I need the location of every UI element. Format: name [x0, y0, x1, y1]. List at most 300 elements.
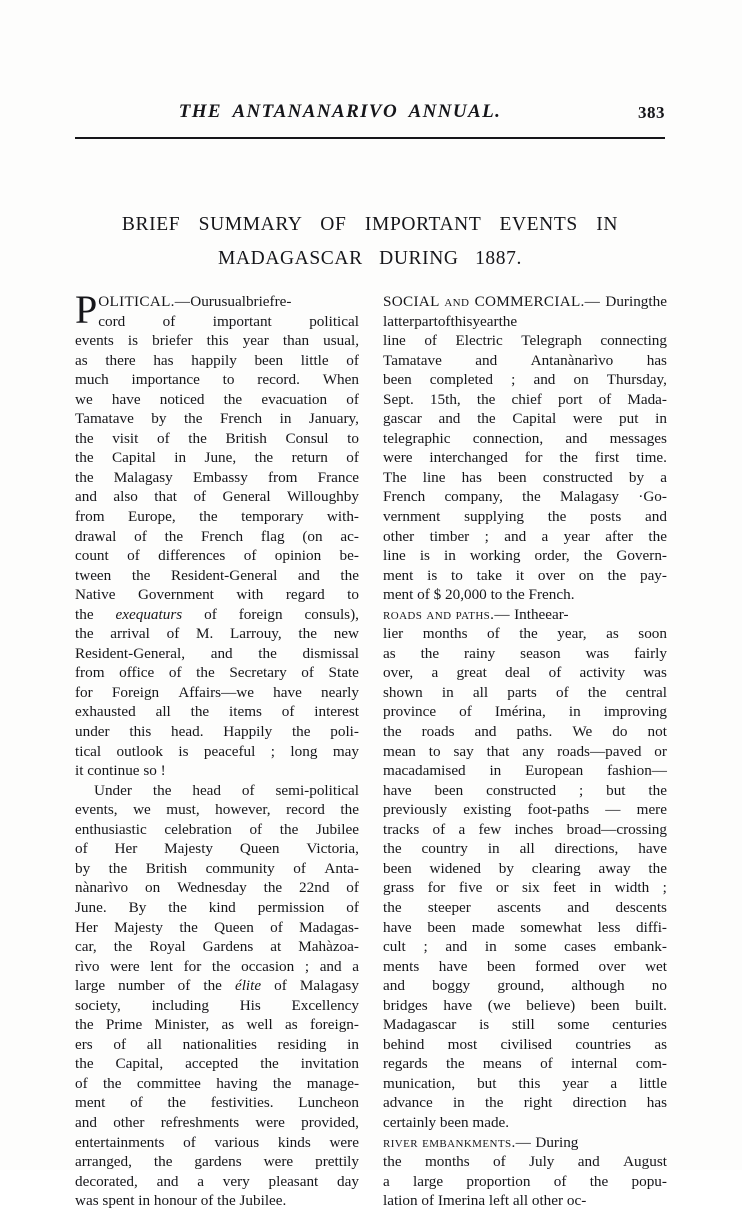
word: foreign — [238, 605, 283, 623]
word: and — [156, 1172, 179, 1190]
word: on — [145, 879, 161, 897]
two-column-body — [75, 287, 667, 1210]
word: of — [243, 547, 257, 565]
word: political — [309, 312, 359, 330]
word: residing — [277, 1035, 327, 1053]
word: order, — [534, 547, 570, 565]
word: and — [75, 488, 97, 506]
word: the — [559, 449, 578, 467]
word: in — [347, 1035, 359, 1053]
word: interchanged — [429, 449, 508, 467]
word: centuries — [612, 1016, 667, 1034]
word: Happily — [223, 723, 273, 741]
word: nearly — [321, 683, 359, 701]
word: occasion — [241, 957, 295, 975]
word: Malagasy — [559, 488, 620, 506]
word: width — [614, 879, 650, 897]
word: been — [254, 351, 284, 369]
text-line — [75, 683, 359, 703]
word: the — [108, 859, 128, 877]
word: Madagascar — [383, 1016, 457, 1034]
word: of — [270, 918, 283, 936]
word: refreshments — [160, 1113, 240, 1131]
text-line — [383, 976, 667, 996]
word: of — [113, 1035, 127, 1053]
word: munication, — [383, 1074, 456, 1092]
word: ac- — [340, 527, 359, 545]
word: the — [383, 1153, 402, 1171]
word: also — [113, 488, 138, 506]
text-line — [75, 742, 359, 762]
word: and — [475, 351, 498, 369]
word: of — [274, 977, 287, 995]
word: Government — [137, 586, 214, 604]
word: celebration — [164, 820, 232, 838]
word: events, — [75, 801, 118, 819]
word: of — [487, 625, 500, 643]
word: is — [178, 742, 189, 760]
word: we — [75, 390, 93, 408]
word: in — [487, 840, 500, 858]
word: office — [119, 664, 155, 682]
word: — — [605, 801, 621, 819]
word: June, — [204, 449, 237, 467]
word: clearing — [531, 859, 581, 877]
word: from — [267, 468, 298, 486]
word: British — [145, 859, 188, 877]
text-line — [75, 878, 359, 898]
word: somewhat — [520, 918, 582, 936]
word: the — [153, 1153, 173, 1171]
word: over — [537, 566, 565, 584]
word: the — [190, 703, 210, 721]
word: opinion — [274, 547, 322, 565]
text-line — [383, 937, 667, 957]
word: In — [514, 605, 527, 623]
word: been — [383, 859, 412, 877]
word: usual, — [323, 332, 359, 350]
word: of — [183, 1133, 196, 1151]
word: the — [75, 429, 94, 447]
word: the — [183, 410, 203, 428]
page-number-value: 383 — [638, 103, 665, 122]
word: Anta- — [324, 859, 359, 877]
word: a — [352, 957, 359, 975]
word: head — [192, 781, 222, 799]
text-line — [75, 918, 359, 938]
word: posts — [590, 508, 622, 526]
paragraph-river-embankments — [383, 1133, 667, 1211]
word: record — [286, 801, 325, 819]
word: inches — [514, 820, 554, 838]
word: the — [340, 566, 359, 584]
word: the — [420, 644, 440, 662]
word: in — [568, 703, 581, 721]
word: supplying — [464, 508, 525, 526]
word: is — [427, 566, 438, 584]
word: proportion — [466, 1172, 531, 1190]
word: Electric — [455, 332, 503, 350]
word: the — [519, 625, 538, 643]
word: of — [130, 1094, 143, 1112]
word: the — [131, 566, 151, 584]
paragraph-jubilee — [75, 781, 359, 1211]
text-line — [383, 370, 667, 390]
text-line: ment of $ 20,000 to the French. — [383, 586, 575, 604]
word: directions, — [554, 840, 619, 858]
word: the — [587, 683, 607, 701]
word: in — [489, 762, 502, 780]
text-line: During — [535, 1133, 579, 1151]
word: do — [612, 723, 628, 741]
word: of — [548, 664, 562, 682]
word: the — [522, 488, 541, 506]
text-line — [383, 1152, 667, 1172]
text-line — [383, 546, 667, 566]
text-line — [75, 585, 359, 605]
word: new — [333, 625, 359, 643]
word: regard — [285, 586, 325, 604]
word: Tamatave — [383, 351, 442, 369]
word: ; — [511, 371, 516, 389]
word: less — [597, 918, 621, 936]
word: fairly — [634, 644, 667, 662]
word: year — [472, 312, 499, 330]
word: this — [206, 332, 229, 350]
word: steeper — [427, 898, 471, 916]
word: been — [497, 468, 527, 486]
word: 22nd — [299, 879, 330, 897]
word: may — [332, 742, 359, 760]
word: gardens — [194, 1153, 242, 1171]
paragraph-roads-paths — [383, 605, 667, 1133]
word: of — [281, 703, 295, 721]
word: French — [383, 488, 426, 506]
text-line — [75, 702, 359, 722]
word: away — [598, 859, 631, 877]
word: for — [75, 683, 93, 701]
word: line — [383, 332, 406, 350]
word: peaceful — [203, 742, 256, 760]
text-line — [383, 683, 667, 703]
word: During — [605, 293, 649, 310]
word: various — [214, 1133, 260, 1151]
word: Sept. — [383, 390, 414, 408]
word: a — [458, 820, 466, 838]
text-line — [75, 566, 359, 586]
word: as — [221, 1016, 235, 1034]
text-line — [383, 1035, 667, 1055]
text-line — [383, 1015, 667, 1035]
word: accepted — [185, 1055, 239, 1073]
word: few — [478, 820, 502, 838]
word: as — [285, 1016, 298, 1034]
text-line: certainly been made. — [383, 1113, 510, 1131]
word: the — [188, 429, 207, 447]
text-line — [75, 605, 359, 625]
text-line — [75, 781, 359, 801]
text-line — [383, 820, 667, 840]
article-title-line-1: BRIEF SUMMARY OF IMPORTANT EVENTS IN — [121, 214, 619, 235]
text-line — [383, 1172, 667, 1192]
word: vernment — [383, 508, 441, 526]
word: return — [291, 449, 328, 467]
drop-cap-letter: P — [75, 287, 98, 332]
paragraph-political — [75, 287, 359, 781]
word: Gardens — [202, 938, 254, 956]
word: countries — [575, 1035, 632, 1053]
word: Capital — [111, 449, 156, 467]
word: a — [541, 527, 549, 545]
word: and — [577, 1153, 600, 1171]
word: completed — [429, 371, 494, 389]
word: of — [75, 840, 88, 858]
heading-word-paths: paths.— — [455, 605, 510, 623]
word: is — [419, 547, 430, 565]
word: no — [651, 977, 667, 995]
heading-word-and: and — [444, 293, 470, 310]
word: behind — [383, 1035, 425, 1053]
word: the — [164, 527, 184, 545]
word: Antanànarìvo — [530, 351, 614, 369]
word: rìvo — [75, 957, 100, 975]
word: January, — [308, 410, 359, 428]
word: We — [572, 723, 593, 741]
word: ; — [578, 781, 584, 799]
word: Malagasy — [113, 468, 173, 486]
word: of — [432, 820, 446, 838]
text-line — [383, 859, 667, 879]
word: constructed — [486, 781, 557, 799]
word: Excellency — [291, 996, 359, 1014]
word: having — [216, 1074, 258, 1092]
text-line — [75, 624, 359, 644]
text-line — [383, 663, 667, 683]
word: number — [118, 977, 165, 995]
word: province — [383, 703, 437, 721]
word: Embassy — [192, 468, 248, 486]
word: cult — [383, 938, 406, 956]
word: flag — [260, 527, 285, 545]
word: been — [383, 371, 412, 389]
text-line — [75, 859, 359, 879]
word: Jubilee — [315, 820, 359, 838]
text-line — [383, 1054, 667, 1074]
text-line — [75, 800, 359, 820]
word: ment — [383, 566, 414, 584]
word: has — [153, 351, 174, 369]
text-line — [75, 722, 359, 742]
word: rainy — [464, 644, 496, 662]
word: have — [443, 996, 473, 1014]
word: as — [75, 351, 88, 369]
text-line — [383, 390, 667, 410]
word: invitation — [300, 1055, 359, 1073]
word: other — [113, 1113, 145, 1131]
word: all — [146, 1035, 162, 1053]
word: by — [151, 410, 167, 428]
word: ; — [662, 879, 667, 897]
word: and — [645, 508, 667, 526]
word: activity — [579, 664, 626, 682]
word: committee — [136, 1074, 201, 1092]
word: Larrouy, — [229, 625, 282, 643]
word: has — [646, 1094, 667, 1112]
word: provided, — [301, 1113, 359, 1131]
word: the — [263, 879, 283, 897]
text-line — [75, 1015, 359, 1035]
word: events — [75, 332, 114, 350]
word: the — [260, 1055, 279, 1073]
word: in — [441, 683, 454, 701]
word: Under — [94, 781, 132, 799]
word: pay- — [639, 566, 667, 584]
word: to — [347, 429, 359, 447]
word: the — [498, 312, 518, 330]
word: fashion— — [607, 762, 667, 780]
word: of — [346, 898, 359, 916]
word: ground, — [497, 977, 545, 995]
section-heading-river-embankments — [383, 1134, 535, 1151]
heading-word-roads: roads — [383, 605, 423, 623]
word: has — [461, 468, 482, 486]
word: car, — [75, 938, 97, 956]
word: of — [241, 781, 255, 799]
word: brief — [245, 293, 275, 310]
word: of — [127, 547, 140, 565]
text-line — [383, 996, 667, 1016]
word: élite — [234, 977, 262, 995]
word: in — [589, 879, 602, 897]
word: visit — [112, 429, 139, 447]
word: have — [383, 918, 412, 936]
word: Consul — [285, 429, 329, 447]
word: the — [258, 644, 277, 662]
word: been — [486, 957, 516, 975]
word: to — [451, 566, 463, 584]
word: the — [477, 410, 496, 428]
word: were — [263, 1153, 294, 1171]
word: Mahàzoa- — [298, 938, 359, 956]
word: head. — [171, 723, 204, 741]
word: improving — [603, 703, 667, 721]
word: ·Go- — [638, 488, 667, 506]
text-line — [75, 487, 359, 507]
word: August — [623, 1153, 667, 1171]
word: the — [607, 566, 627, 584]
word: of — [598, 390, 612, 408]
word: the — [75, 1055, 94, 1073]
word: put — [619, 410, 639, 428]
word: little — [300, 351, 329, 369]
word: widened — [429, 859, 481, 877]
word: as — [606, 625, 619, 643]
page-number — [638, 103, 665, 123]
word: the — [223, 390, 243, 408]
word: and — [445, 938, 468, 956]
word: soon — [638, 625, 667, 643]
word: the — [179, 918, 198, 936]
word: ear- — [545, 605, 569, 623]
word: the — [279, 820, 299, 838]
word: European — [525, 762, 584, 780]
word: in — [174, 449, 187, 467]
word: the — [75, 468, 94, 486]
word: important — [212, 312, 272, 330]
word: kind — [208, 898, 236, 916]
text-line — [383, 761, 667, 781]
word: direction — [572, 1094, 627, 1112]
text-line — [75, 1054, 359, 1074]
column-right — [383, 292, 667, 1211]
word: bridges — [383, 996, 428, 1014]
word: but — [606, 781, 626, 799]
word: Madagas- — [299, 918, 359, 936]
word: were — [329, 1133, 359, 1151]
text-line — [75, 468, 359, 488]
word: Native — [75, 586, 116, 604]
word: have — [638, 840, 667, 858]
word: outlook — [116, 742, 163, 760]
article-title — [75, 208, 665, 276]
word: the — [547, 508, 567, 526]
word: the — [291, 723, 311, 741]
word: have — [273, 683, 302, 701]
heading-word-and-2: and — [426, 605, 452, 623]
word: ; — [304, 957, 310, 975]
paragraph-social-commercial — [383, 292, 667, 605]
word: of — [166, 625, 180, 643]
word: that — [154, 488, 178, 506]
word: working — [469, 547, 521, 565]
word: diffi- — [636, 918, 667, 936]
word: Foreign — [111, 683, 160, 701]
word: is — [479, 1016, 490, 1034]
word: of — [540, 1055, 553, 1073]
word: some — [514, 938, 547, 956]
word: ment — [75, 1094, 106, 1112]
text-line — [75, 839, 359, 859]
word: roads—paved — [557, 742, 642, 760]
text-line — [383, 722, 667, 742]
word: drawal — [75, 527, 117, 545]
word: for — [427, 879, 446, 897]
text-line — [75, 507, 359, 527]
text-line — [75, 820, 359, 840]
word: ; — [423, 938, 428, 956]
word: and — [567, 898, 590, 916]
text-line — [383, 448, 667, 468]
section-heading-roads-paths — [383, 606, 514, 623]
text-line — [383, 898, 667, 918]
word: although — [571, 977, 625, 995]
word: the — [648, 527, 667, 545]
word: five — [458, 879, 483, 897]
text-line — [383, 429, 667, 449]
word: Royal — [149, 938, 186, 956]
word: of — [493, 1153, 506, 1171]
word: July — [529, 1153, 555, 1171]
word: constructed — [542, 468, 613, 486]
header-rule — [75, 137, 665, 139]
word: Willoughby — [287, 488, 359, 506]
word: Her — [75, 918, 98, 936]
word: His — [239, 996, 261, 1014]
word: to — [347, 586, 359, 604]
word: and — [438, 410, 461, 428]
text-line — [514, 606, 569, 623]
word: of — [424, 332, 437, 350]
